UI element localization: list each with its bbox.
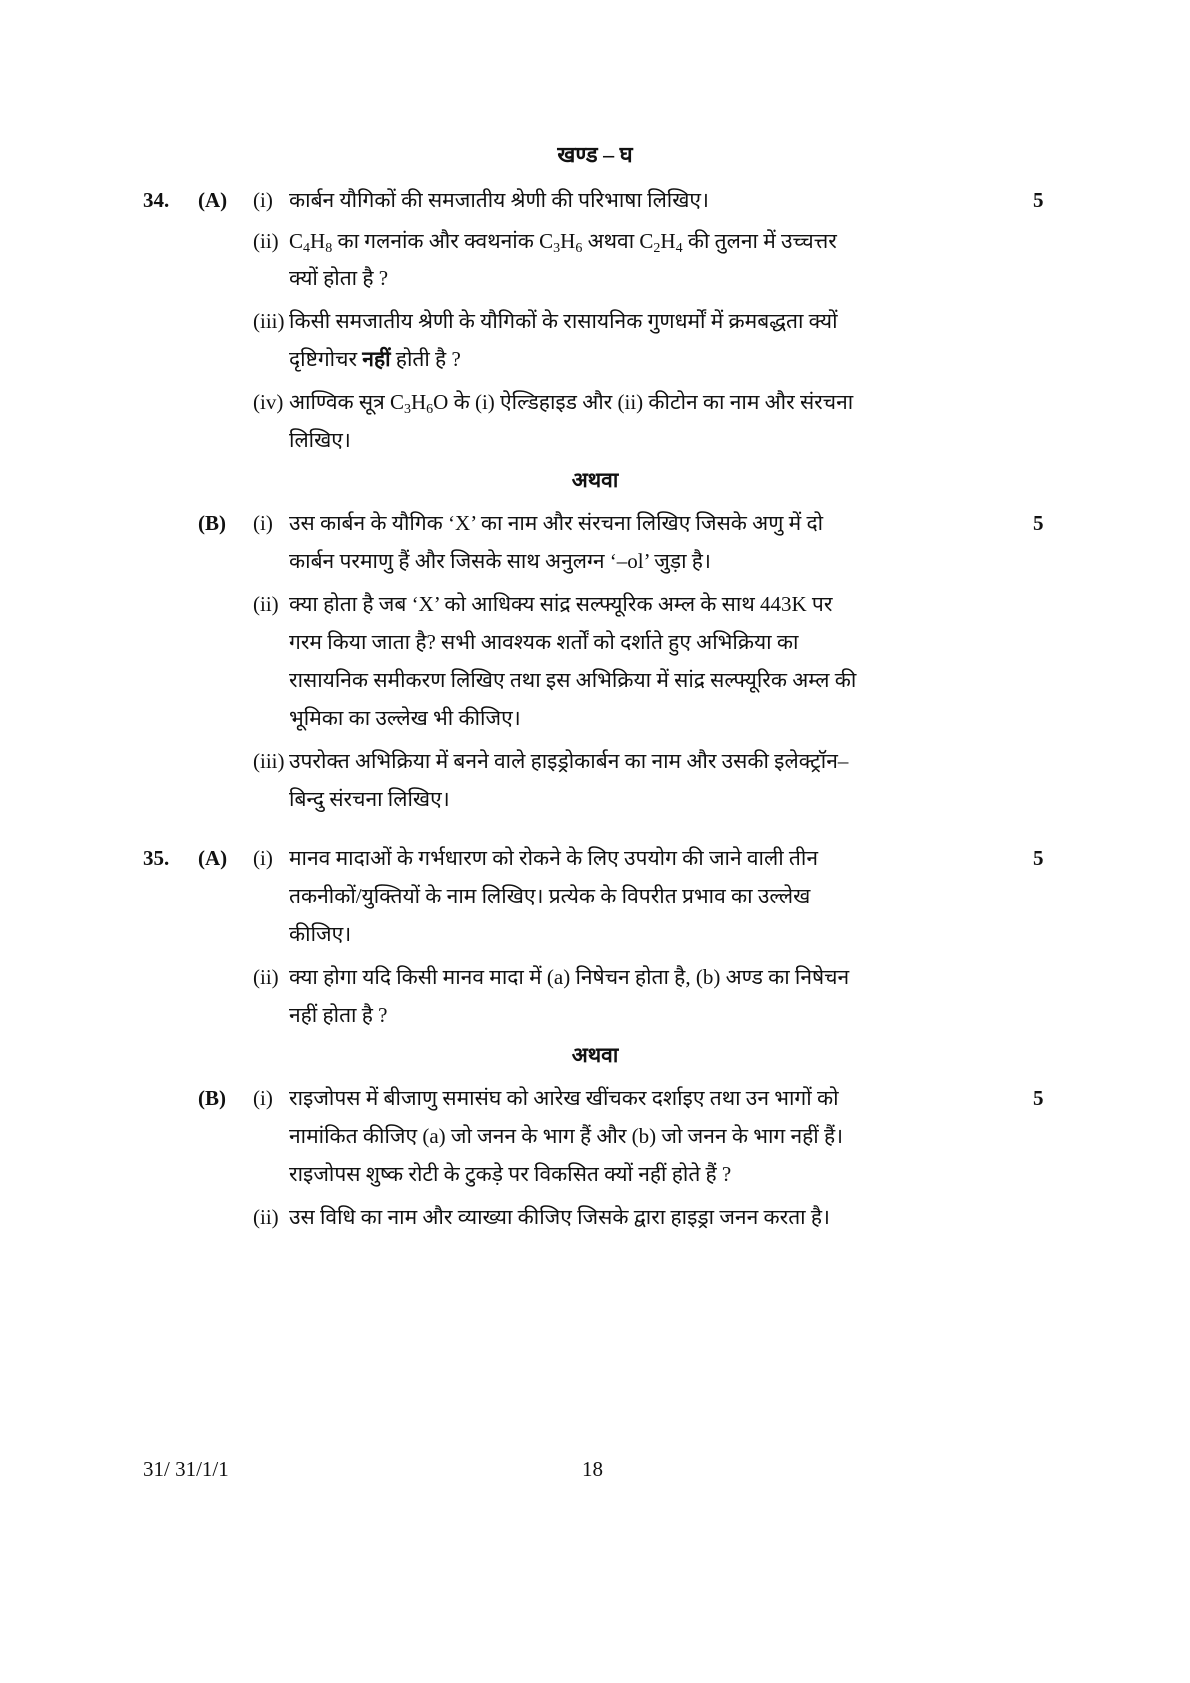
question-number: 35.: [143, 846, 170, 870]
question-text: कार्बन परमाणु हैं और जिसके साथ अनुलग्न ‘–ol’ जुड़ा है।: [289, 549, 711, 573]
part-label: (ii): [253, 229, 279, 253]
question-text: उस विधि का नाम और व्याख्या कीजिए जिसके द्वारा हाइड्रा जनन करता है।: [289, 1205, 830, 1229]
question-text: रासायनिक समीकरण लिखिए तथा इस अभिक्रिया में सांद्र सल्फ्यूरिक अम्ल की: [289, 668, 857, 692]
marks: 5: [1033, 188, 1044, 212]
part-label: (iii): [253, 309, 285, 333]
question-text: मानव मादाओं के गर्भधारण को रोकने के लिए उपयोग की जाने वाली तीन: [289, 846, 818, 870]
question-text: राइजोपस शुष्क रोटी के टुकड़े पर विकसित क्यों नहीं होते हैं ?: [289, 1162, 732, 1186]
question-text: नामांकित कीजिए (a) जो जनन के भाग हैं और (b) जो जनन के भाग नहीं हैं।: [289, 1124, 844, 1148]
question-text: नहीं होता है ?: [289, 1003, 388, 1027]
option-label: (B): [198, 1086, 226, 1110]
marks: 5: [1033, 846, 1044, 870]
marks: 5: [1033, 1086, 1044, 1110]
paper-code: 31/ 31/1/1: [143, 1457, 229, 1481]
question-text: किसी समजातीय श्रेणी के यौगिकों के रासायनिक गुणधर्मों में क्रमबद्धता क्यों: [289, 309, 838, 333]
part-label: (i): [253, 188, 273, 212]
part-label: (iv): [253, 390, 284, 414]
or-divider: अथवा: [571, 1043, 619, 1067]
page-number: 18: [582, 1457, 603, 1481]
section-title: खण्ड – घ: [557, 142, 633, 167]
question-text: तकनीकों/युक्तियों के नाम लिखिए। प्रत्येक के विपरीत प्रभाव का उल्लेख: [289, 884, 811, 908]
part-label: (i): [253, 846, 273, 870]
question-text: भूमिका का उल्लेख भी कीजिए।: [289, 706, 521, 730]
question-text: दृष्टिगोचर नहीं होती है ?: [289, 347, 461, 371]
option-label: (B): [198, 511, 226, 535]
question-text: राइजोपस में बीजाणु समासंघ को आरेख खींचकर दर्शाइए तथा उन भागों को: [289, 1086, 839, 1110]
question-number: 34.: [143, 188, 170, 212]
part-label: (i): [253, 1086, 273, 1110]
part-label: (iii): [253, 749, 285, 773]
part-label: (ii): [253, 1205, 279, 1229]
part-label: (ii): [253, 965, 279, 989]
question-text: क्या होगा यदि किसी मानव मादा में (a) निषेचन होता है, (b) अण्ड का निषेचन: [289, 965, 850, 989]
question-text: बिन्दु संरचना लिखिए।: [289, 787, 450, 811]
question-text: लिखिए।: [289, 428, 351, 452]
question-text: $C_4H_8$ का गलनांक और क्वथनांक $C_3H_6$ अथवा $C_2H_4$ की तुलना में उच्चत्तर: [289, 229, 837, 256]
question-text: क्यों होता है ?: [289, 266, 389, 290]
question-text: उपरोक्त अभिक्रिया में बनने वाले हाइड्रोकार्बन का नाम और उसकी इलेक्ट्रॉन–: [289, 749, 849, 773]
part-label: (ii): [253, 592, 279, 616]
question-text: कार्बन यौगिकों की समजातीय श्रेणी की परिभाषा लिखिए।: [289, 188, 709, 212]
question-text: कीजिए।: [289, 922, 352, 946]
or-divider: अथवा: [571, 468, 619, 492]
part-label: (i): [253, 511, 273, 535]
question-text: उस कार्बन के यौगिक ‘X’ का नाम और संरचना लिखिए जिसके अणु में दो: [289, 511, 824, 535]
option-label: (A): [198, 188, 228, 212]
question-text: आण्विक सूत्र $C_3H_6O$ के (i) ऐल्डिहाइड और (ii) कीटोन का नाम और संरचना: [289, 390, 854, 417]
question-text: गरम किया जाता है? सभी आवश्यक शर्तों को दर्शाते हुए अभिक्रिया का: [289, 630, 799, 654]
marks: 5: [1033, 511, 1044, 535]
option-label: (A): [198, 846, 228, 870]
question-text: क्या होता है जब ‘X’ को आधिक्य सांद्र सल्फ्यूरिक अम्ल के साथ 443K पर: [289, 592, 833, 616]
